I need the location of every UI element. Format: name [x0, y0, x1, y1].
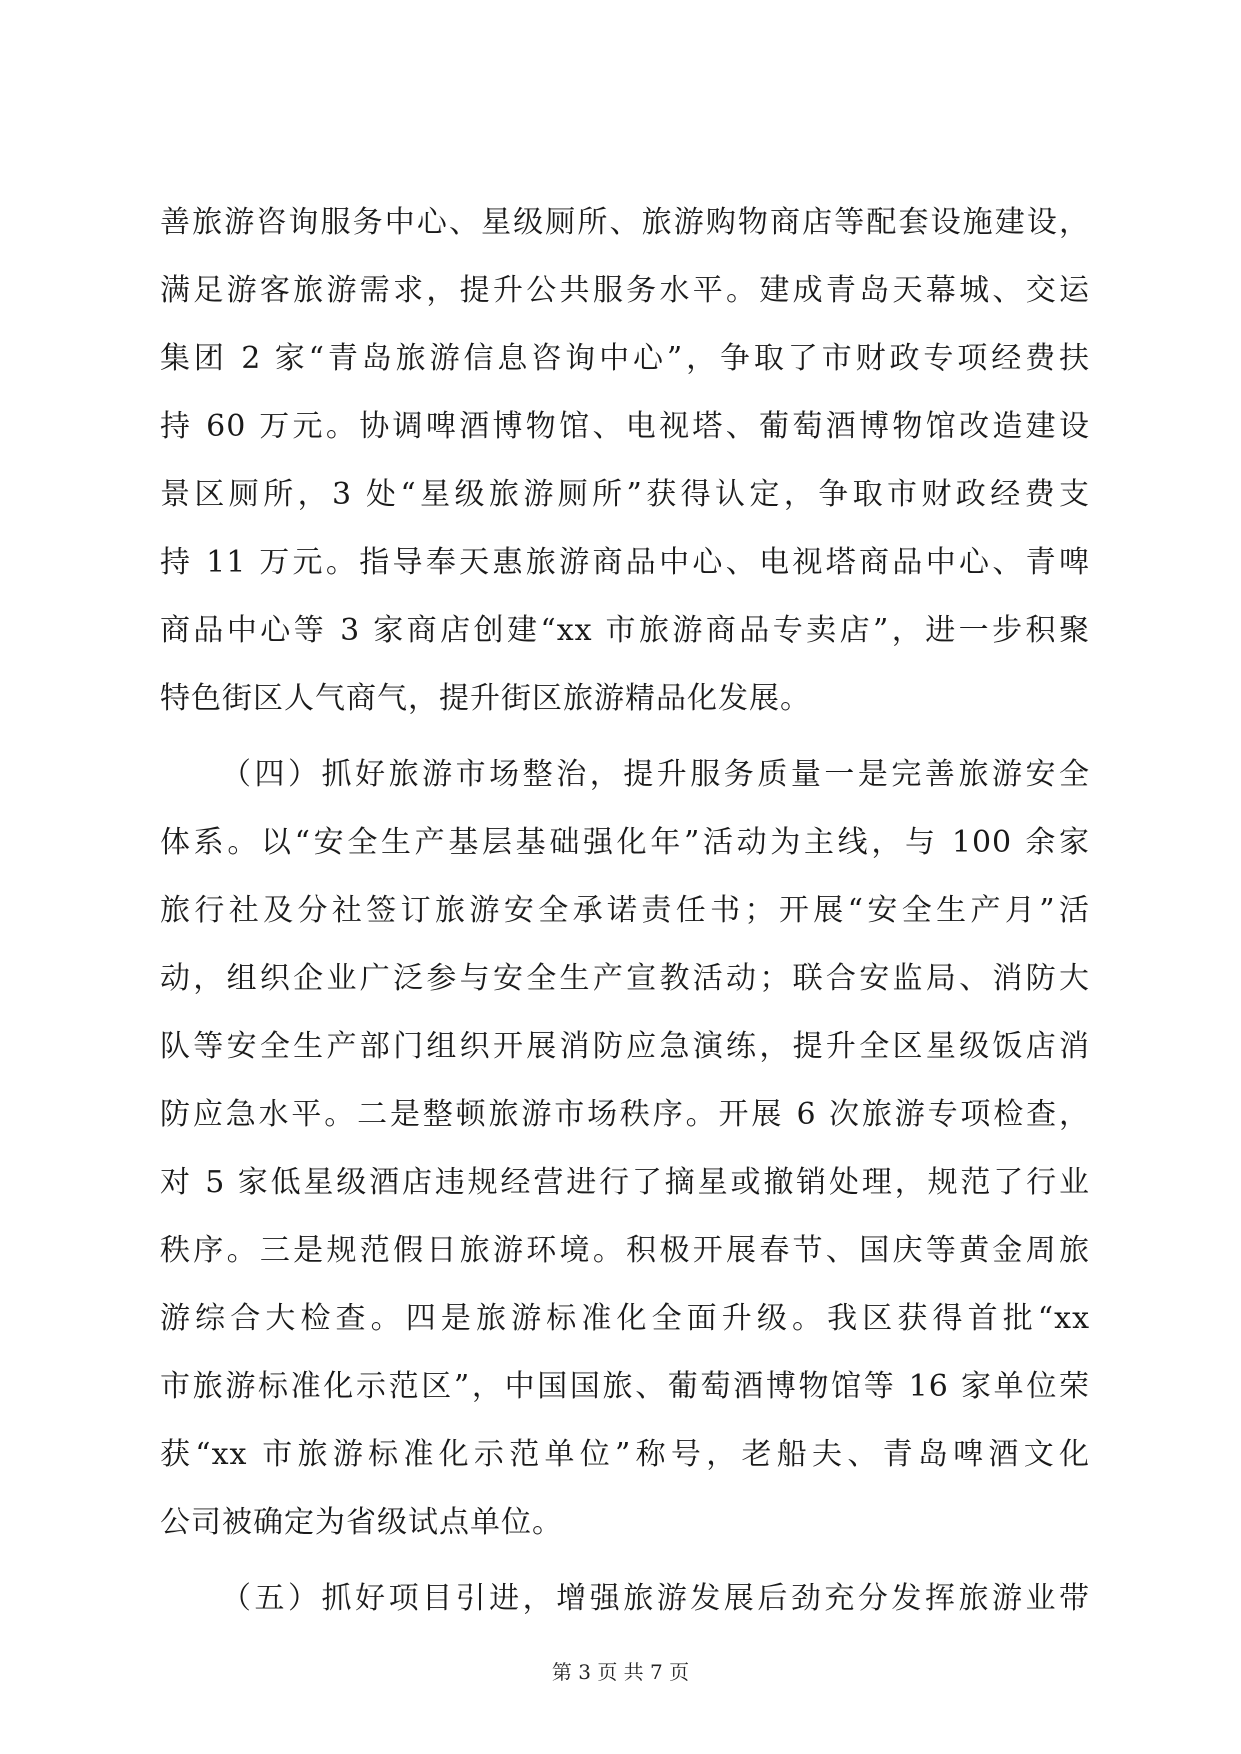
- text-line: 体系。以“安全生产基层基础强化年”活动为主线，与 100 余家: [160, 825, 1090, 860]
- text-line: 集团 2 家“青岛旅游信息咨询中心”，争取了市财政专项经费扶: [160, 341, 1090, 376]
- text-line: 队等安全生产部门组织开展消防应急演练，提升全区星级饭店消: [160, 1029, 1090, 1064]
- text-line: 商品中心等 3 家商店创建“xx 市旅游商品专卖店”，进一步积聚: [160, 613, 1090, 648]
- section-heading-line: （五）抓好项目引进，增强旅游发展后劲充分发挥旅游业带: [221, 1581, 1090, 1616]
- text-line: 秩序。三是规范假日旅游环境。积极开展春节、国庆等黄金周旅: [160, 1233, 1090, 1268]
- text-line: 善旅游咨询服务中心、星级厕所、旅游购物商店等配套设施建设，: [160, 205, 1090, 240]
- text-line: 满足游客旅游需求，提升公共服务水平。建成青岛天幕城、交运: [160, 273, 1090, 308]
- text-line: 公司被确定为省级试点单位。: [160, 1505, 563, 1540]
- page-footer: 第 3 页 共 7 页: [551, 1660, 690, 1684]
- text-line: 游综合大检查。四是旅游标准化全面升级。我区获得首批“xx: [160, 1301, 1090, 1336]
- text-line: 特色街区人气商气，提升街区旅游精品化发展。: [160, 681, 811, 716]
- text-line: 旅行社及分社签订旅游安全承诺责任书；开展“安全生产月”活: [160, 893, 1090, 928]
- text-line: 景区厕所，3 处“星级旅游厕所”获得认定，争取市财政经费支: [160, 477, 1090, 512]
- text-line: 动，组织企业广泛参与安全生产宣教活动；联合安监局、消防大: [160, 961, 1090, 996]
- text-line: 防应急水平。二是整顿旅游市场秩序。开展 6 次旅游专项检查，: [160, 1097, 1090, 1132]
- text-line: 持 60 万元。协调啤酒博物馆、电视塔、葡萄酒博物馆改造建设: [160, 409, 1090, 444]
- text-line: 获“xx 市旅游标准化示范单位”称号，老船夫、青岛啤酒文化: [160, 1437, 1090, 1472]
- section-heading-line: （四）抓好旅游市场整治，提升服务质量一是完善旅游安全: [221, 757, 1090, 792]
- text-line: 对 5 家低星级酒店违规经营进行了摘星或撤销处理，规范了行业: [160, 1165, 1090, 1200]
- text-line: 市旅游标准化示范区”，中国国旅、葡萄酒博物馆等 16 家单位荣: [160, 1369, 1090, 1404]
- text-line: 持 11 万元。指导奉天惠旅游商品中心、电视塔商品中心、青啤: [160, 545, 1090, 580]
